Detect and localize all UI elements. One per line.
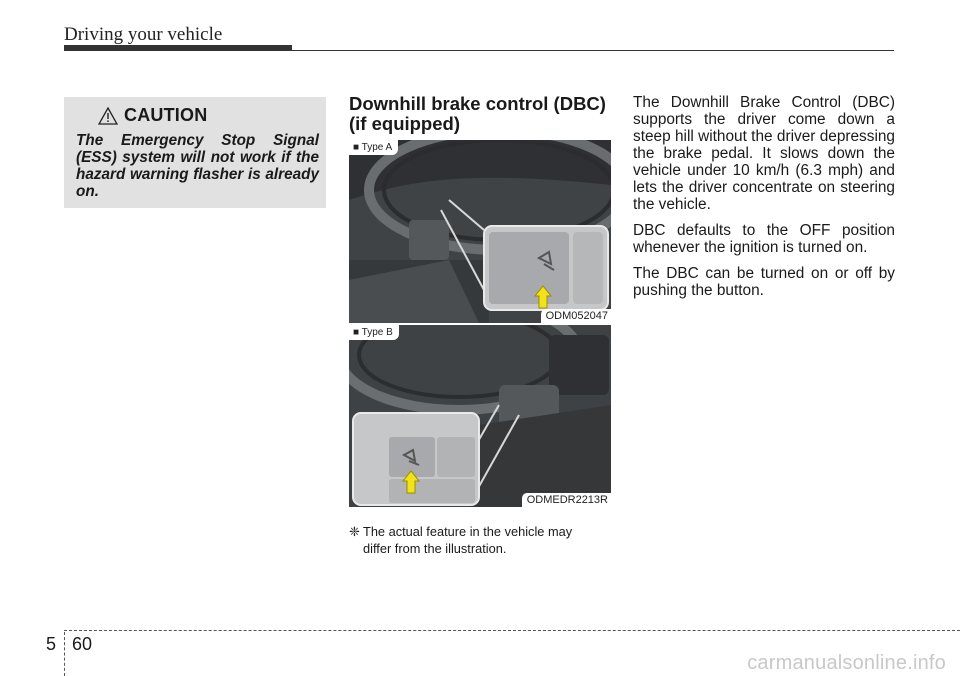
dashboard-illustration-b [349,325,611,507]
caution-title: CAUTION [124,105,208,125]
header-rule [64,50,894,51]
body-text [633,94,895,308]
footer-divider [64,632,65,676]
caution-header [98,105,319,126]
section-heading [349,94,619,134]
chapter-number: 5 [46,634,57,654]
section-heading-line1: Downhill brake control (DBC) [349,93,606,114]
figure-type-b [349,325,611,507]
section-heading-line2: (if equipped) [349,113,460,134]
page-number: 60 [72,634,93,654]
body-paragraph-2: DBC defaults to the OFF position whenever the ignition is turned on. [633,222,895,256]
dashboard-illustration-a [349,140,611,323]
caution-text: The Emergency Stop Signal (ESS) system will not work if the hazard warning flasher is already on. [76,132,319,200]
body-paragraph-3: The DBC can be turned on or off by pushing the button. [633,265,895,299]
footer-rule [64,630,960,631]
body-paragraph-1: The Downhill Brake Control (DBC) supports the driver come down a steep hill without the driver depressing the brake pedal. It slows down the vehicle under 10 km/h (6.3 mph) and lets the driver concentrate on steering the vehicle. [633,94,895,213]
note-text-line2: differ from the illustration. [363,541,507,556]
figure-b-type-label: ■ Type B [349,325,399,340]
warning-triangle-icon [98,107,118,125]
figure-a-type-label: ■ Type A [349,140,398,155]
figure-b-code: ODMEDR2213R [522,493,611,507]
figure-type-a [349,140,611,323]
caution-box [64,97,326,208]
watermark: carmanualsonline.info [747,652,946,674]
note-symbol: ❈ [349,524,360,539]
illustration-note [349,523,613,557]
figure-a-code: ODM052047 [541,309,611,323]
note-text-line1: The actual feature in the vehicle may [363,524,573,539]
chapter-title: Driving your vehicle [64,24,223,45]
